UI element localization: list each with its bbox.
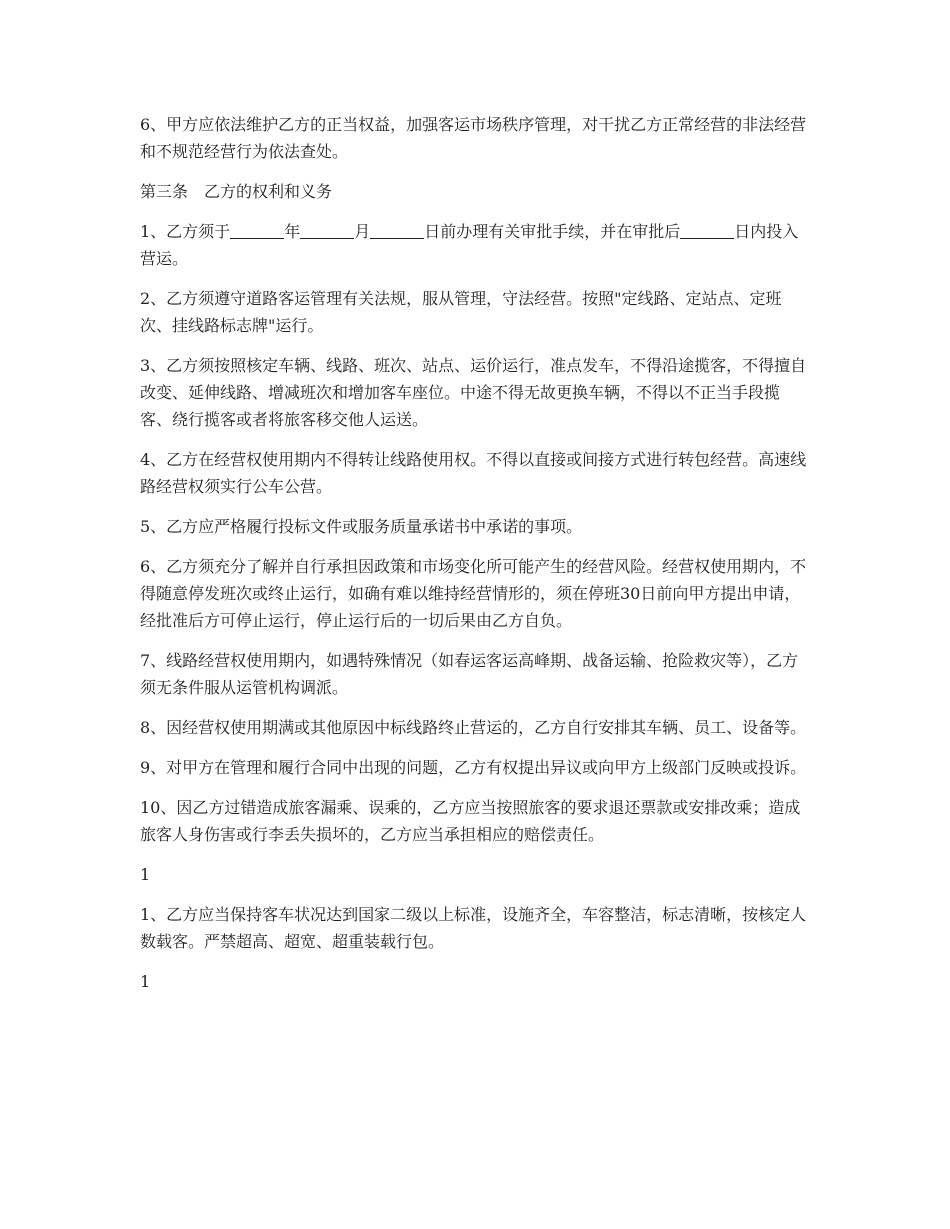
- article-title: 乙方的权利和义务: [204, 182, 333, 201]
- article-heading: [140, 178, 810, 205]
- clause-text: 月: [354, 222, 371, 241]
- clause-paragraph: 4、乙方在经营权使用期内不得转让线路使用权。不得以直接或间接方式进行转包经营。高速线路经营权须实行公车公营。: [140, 450, 807, 496]
- page-marker: 1: [140, 972, 151, 991]
- article-number: 第三条: [140, 182, 189, 201]
- days-blank: [680, 221, 734, 239]
- clause-paragraph: 2、乙方须遵守道路客运管理有关法规，服从管理，守法经营。按照"定线路、定站点、定班次、挂线路标志牌"运行。: [140, 289, 782, 335]
- page-marker: 1: [140, 865, 151, 884]
- clause-paragraph: 8、因经营权使用期满或其他原因中标线路终止营运的，乙方自行安排其车辆、员工、设备等。: [140, 718, 807, 737]
- year-blank: [230, 221, 284, 239]
- clause-text: 年: [284, 222, 301, 241]
- clause-paragraph: 9、对甲方在管理和履行合同中出现的问题，乙方有权提出异议或向甲方上级部门反映或投诉。: [140, 758, 807, 777]
- clause-paragraph: 6、甲方应依法维护乙方的正当权益，加强客运市场秩序管理，对干扰乙方正常经营的非法经营和不规范经营行为依法查处。: [140, 115, 807, 161]
- clause-paragraph: 3、乙方须按照核定车辆、线路、班次、站点、运价运行，准点发车，不得沿途揽客，不得擅自改变、延伸线路、增减班次和增加客车座位。中途不得无故更换车辆，不得以不正当手段揽客、绕行揽客或者将旅客移交他人运送。: [140, 356, 807, 429]
- clause-text: 日前办理有关审批手续，并在审批后: [424, 222, 681, 241]
- month-blank: [300, 221, 354, 239]
- clause-text: 1、乙方须于: [140, 222, 231, 241]
- day-blank: [370, 221, 424, 239]
- clause-paragraph: 6、乙方须充分了解并自行承担因政策和市场变化所可能产生的经营风险。经营权使用期内，不得随意停发班次或终止运行，如确有难以维持经营情形的，须在停班30日前向甲方提出申请，经批准后方可停止运行，停止运行后的一切后果由乙方自负。: [140, 557, 807, 630]
- clause-paragraph: 1、乙方应当保持客车状况达到国家二级以上标准，设施齐全，车容整洁，标志清晰，按核定人数载客。严禁超高、超宽、超重装载行包。: [140, 905, 807, 951]
- clause-paragraph-with-blanks: [140, 218, 810, 272]
- clause-paragraph: 7、线路经营权使用期内，如遇特殊情况（如春运客运高峰期、战备运输、抢险救灾等），乙方须无条件服从运管机构调派。: [140, 651, 799, 697]
- clause-text: 日内投入营运。: [140, 222, 799, 268]
- clause-paragraph: 10、因乙方过错造成旅客漏乘、误乘的，乙方应当按照旅客的要求退还票款或安排改乘；造成旅客人身伤害或行李丢失损坏的，乙方应当承担相应的赔偿责任。: [140, 798, 801, 844]
- clause-paragraph: 5、乙方应严格履行投标文件或服务质量承诺书中承诺的事项。: [140, 517, 583, 536]
